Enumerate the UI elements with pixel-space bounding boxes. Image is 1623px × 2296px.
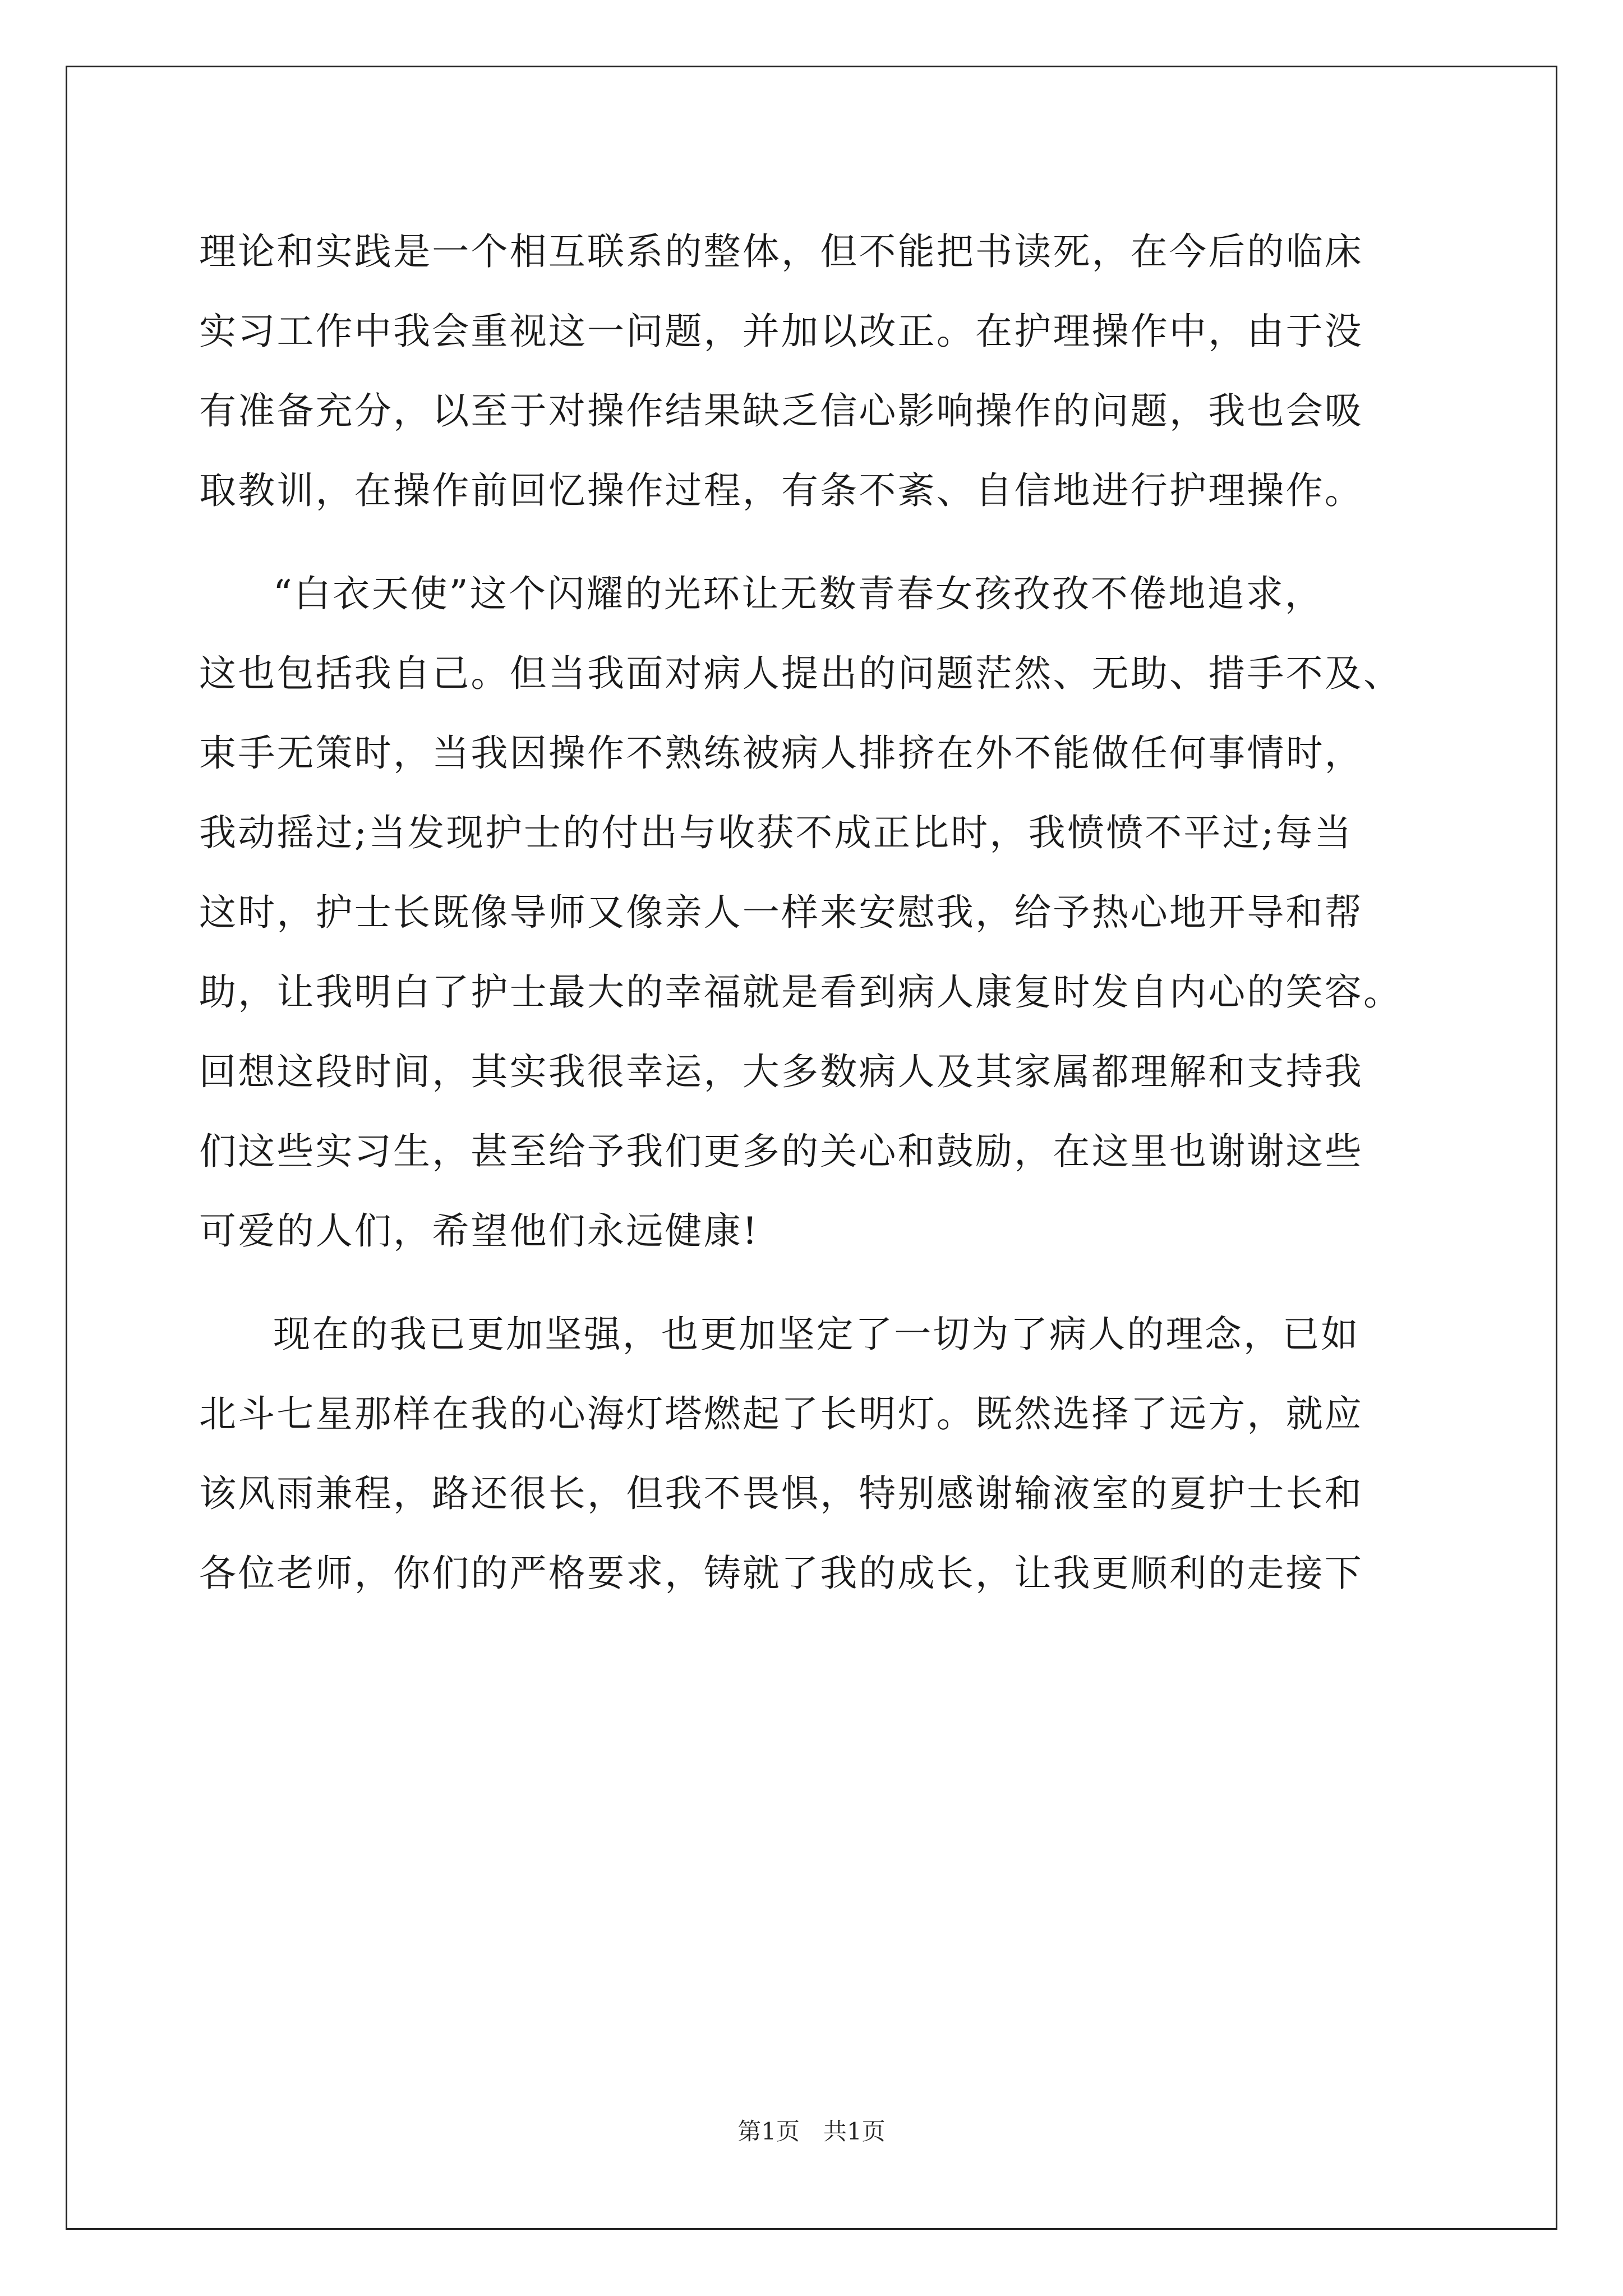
paragraph-gap xyxy=(199,531,1455,554)
paragraph-gap xyxy=(199,1271,1455,1295)
paragraph xyxy=(199,1295,1455,1613)
text-line: 可爱的人们，希望他们永远健康! xyxy=(199,1209,759,1253)
text-line: 北斗七星那样在我的心海灯塔燃起了长明灯。既然选择了远方，就应 xyxy=(199,1392,1363,1435)
text-line: 取教训，在操作前回忆操作过程，有条不紊、自信地进行护理操作。 xyxy=(199,469,1363,512)
text-line: 现在的我已更加坚强，也更加坚定了一切为了病人的理念，已如 xyxy=(273,1313,1360,1356)
text-line: 各位老师，你们的严格要求，铸就了我的成长，让我更顺利的走接下 xyxy=(199,1552,1363,1595)
text-line: 这时，护士长既像导师又像亲人一样来安慰我，给予热心地开导和帮 xyxy=(199,891,1363,934)
text-line: “白衣天使”这个闪耀的光环让无数青春女孩孜孜不倦地追求， xyxy=(273,572,1324,615)
text-line: 我动摇过;当发现护士的付出与收获不成正比时，我愤愤不平过;每当 xyxy=(199,811,1353,854)
document-body xyxy=(199,212,1455,1613)
text-line: 束手无策时，当我因操作不熟练被病人排挤在外不能做任何事情时， xyxy=(199,731,1363,775)
text-line: 有准备充分，以至于对操作结果缺乏信心影响操作的问题，我也会吸 xyxy=(199,389,1363,432)
paragraph xyxy=(199,554,1455,1271)
text-line: 回想这段时间，其实我很幸运，大多数病人及其家属都理解和支持我 xyxy=(199,1050,1363,1093)
page-number: 第1页 共1页 xyxy=(737,2118,886,2145)
text-line: 该风雨兼程，路还很长，但我不畏惧，特别感谢输液室的夏护士长和 xyxy=(199,1472,1363,1515)
page-footer xyxy=(0,2115,1623,2148)
text-line: 这也包括我自己。但当我面对病人提出的问题茫然、无助、措手不及、 xyxy=(199,652,1403,695)
text-line: 实习工作中我会重视这一问题，并加以改正。在护理操作中，由于没 xyxy=(199,310,1363,353)
text-line: 们这些实习生，甚至给予我们更多的关心和鼓励，在这里也谢谢这些 xyxy=(199,1130,1363,1173)
text-line: 理论和实践是一个相互联系的整体，但不能把书读死，在今后的临床 xyxy=(199,230,1363,273)
paragraph xyxy=(199,212,1455,531)
text-line: 助，让我明白了护士最大的幸福就是看到病人康复时发自内心的笑容。 xyxy=(199,970,1403,1014)
